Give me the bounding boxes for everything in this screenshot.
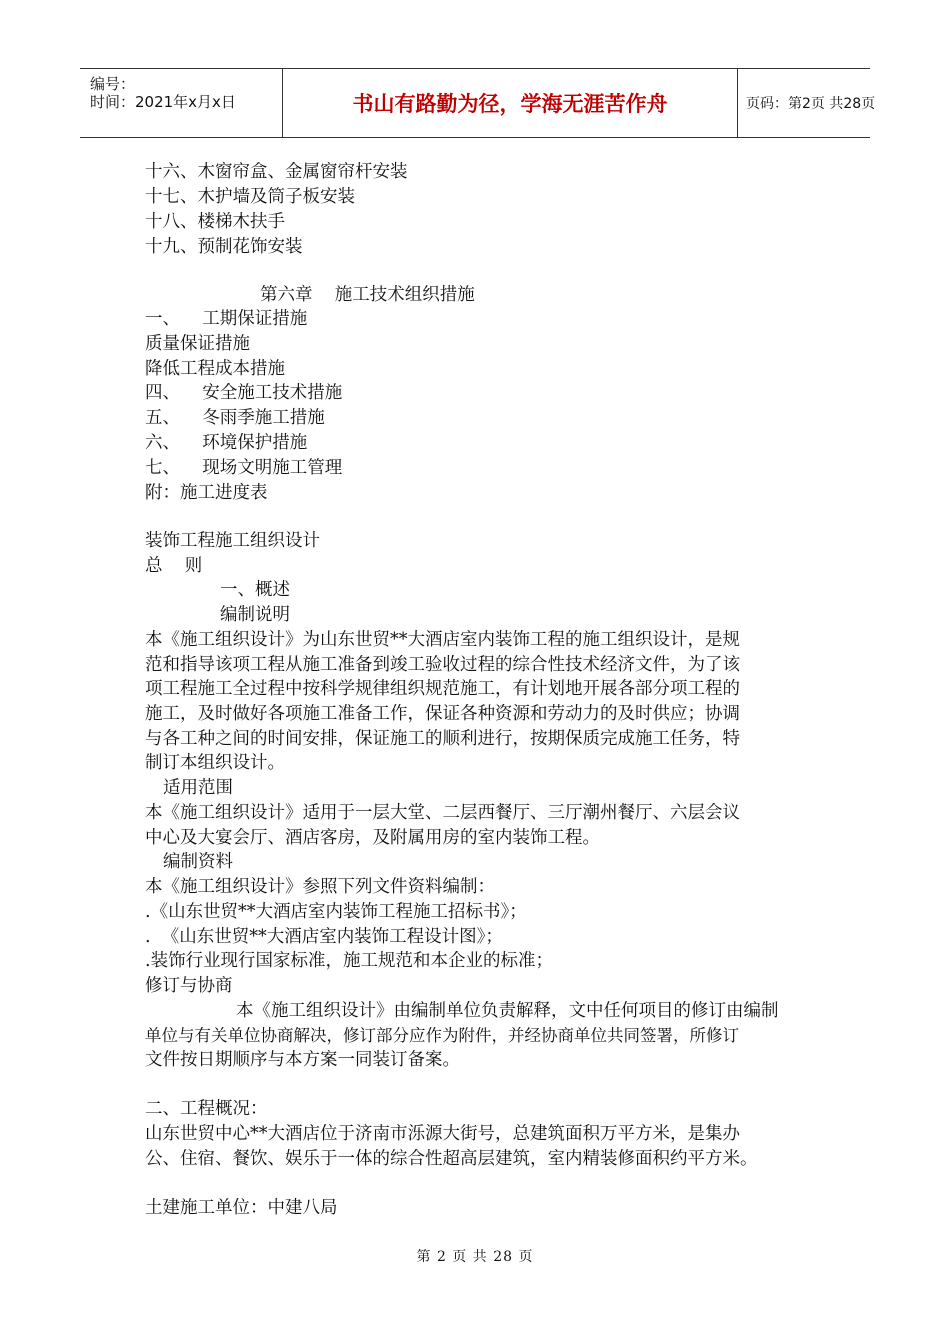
subsection-heading: 编制资料 bbox=[163, 852, 233, 872]
toc-line: 七、 现场文明施工管理 bbox=[145, 458, 343, 478]
paragraph-line: 范和指导该项工程从施工准备到竣工验收过程的综合性技术经济文件，为了该 bbox=[145, 655, 740, 675]
paragraph-line: 本《施工组织设计》由编制单位负责解释，文中任何项目的修订由编制 bbox=[236, 1001, 779, 1021]
paragraph-line: 本《施工组织设计》为山东世贸**大酒店室内装饰工程的施工组织设计，是规 bbox=[145, 630, 740, 650]
paragraph-line: 单位与有关单位协商解决，修订部分应作为附件，并经协商单位共同签署，所修订 bbox=[145, 1026, 739, 1045]
section-heading: 总 则 bbox=[145, 556, 203, 576]
paragraph-line: 本《施工组织设计》适用于一层大堂、二层西餐厅、三厅潮州餐厅、六层会议 bbox=[145, 803, 740, 823]
section-heading: 二、工程概况： bbox=[145, 1099, 268, 1119]
chapter-heading: 第六章 施工技术组织措施 bbox=[260, 285, 475, 305]
toc-line: 一、 工期保证措施 bbox=[145, 309, 308, 329]
paragraph-line: 山东世贸中心**大酒店位于济南市泺源大街号，总建筑面积万平方米，是集办 bbox=[145, 1124, 740, 1144]
paragraph-line: 制订本组织设计。 bbox=[145, 753, 285, 773]
header-meta bbox=[80, 69, 282, 137]
list-item: .装饰行业现行国家标准，施工规范和本企业的标准； bbox=[145, 951, 554, 971]
toc-line: 十八、楼梯木扶手 bbox=[145, 212, 285, 232]
motto: 书山有路勤为径，学海无涯苦作舟 bbox=[352, 92, 668, 116]
page-header bbox=[80, 68, 876, 138]
list-item: . 《山东世贸**大酒店室内装饰工程设计图》； bbox=[145, 927, 503, 947]
paragraph-line: 文件按日期顺序与本方案一同装订备案。 bbox=[145, 1050, 460, 1070]
paragraph-line: 施工，及时做好各项施工准备工作，保证各种资源和劳动力的及时供应；协调 bbox=[145, 704, 740, 724]
subsection-heading: 编制说明 bbox=[220, 605, 290, 625]
time-label: 时间：2021年x月x日 bbox=[90, 93, 236, 111]
page-footer: 第 2 页 共 28 页 bbox=[416, 1249, 534, 1265]
toc-line: 四、 安全施工技术措施 bbox=[145, 383, 343, 403]
doc-title: 装饰工程施工组织设计 bbox=[145, 531, 320, 551]
paragraph-line: 公、住宿、餐饮、娱乐于一体的综合性超高层建筑，室内精装修面积约平方米。 bbox=[145, 1149, 758, 1169]
toc-line: 五、 冬雨季施工措施 bbox=[145, 408, 325, 428]
paragraph-line: 中心及大宴会厅、酒店客房，及附属用房的室内装饰工程。 bbox=[145, 828, 600, 848]
subsection-heading: 一、概述 bbox=[220, 580, 290, 600]
header-motto-cell bbox=[282, 69, 738, 137]
paragraph-line: 项工程施工全过程中按科学规律组织规范施工，有计划地开展各部分项工程的 bbox=[145, 679, 740, 699]
list-item: .《山东世贸**大酒店室内装饰工程施工招标书》； bbox=[145, 902, 527, 922]
paragraph-line: 土建施工单位：中建八局 bbox=[145, 1198, 338, 1218]
toc-line: 十六、木窗帘盒、金属窗帘杆安装 bbox=[145, 162, 408, 182]
number-label: 编号： bbox=[90, 75, 136, 93]
paragraph-line: 与各工种之间的时间安排，保证施工的顺利进行，按期保质完成施工任务，特 bbox=[145, 729, 740, 749]
subsection-heading: 适用范围 bbox=[163, 778, 233, 798]
toc-line: 附：施工进度表 bbox=[145, 483, 268, 503]
toc-line: 质量保证措施 bbox=[145, 334, 250, 354]
toc-line: 六、 环境保护措施 bbox=[145, 433, 308, 453]
subsection-heading: 修订与协商 bbox=[145, 976, 233, 996]
toc-line: 降低工程成本措施 bbox=[145, 359, 285, 379]
paragraph-line: 本《施工组织设计》参照下列文件资料编制： bbox=[145, 877, 495, 897]
page-info: 页码：第2页 共28页 bbox=[746, 96, 876, 112]
toc-line: 十七、木护墙及筒子板安装 bbox=[145, 187, 355, 207]
toc-line: 十九、预制花饰安装 bbox=[145, 237, 303, 257]
